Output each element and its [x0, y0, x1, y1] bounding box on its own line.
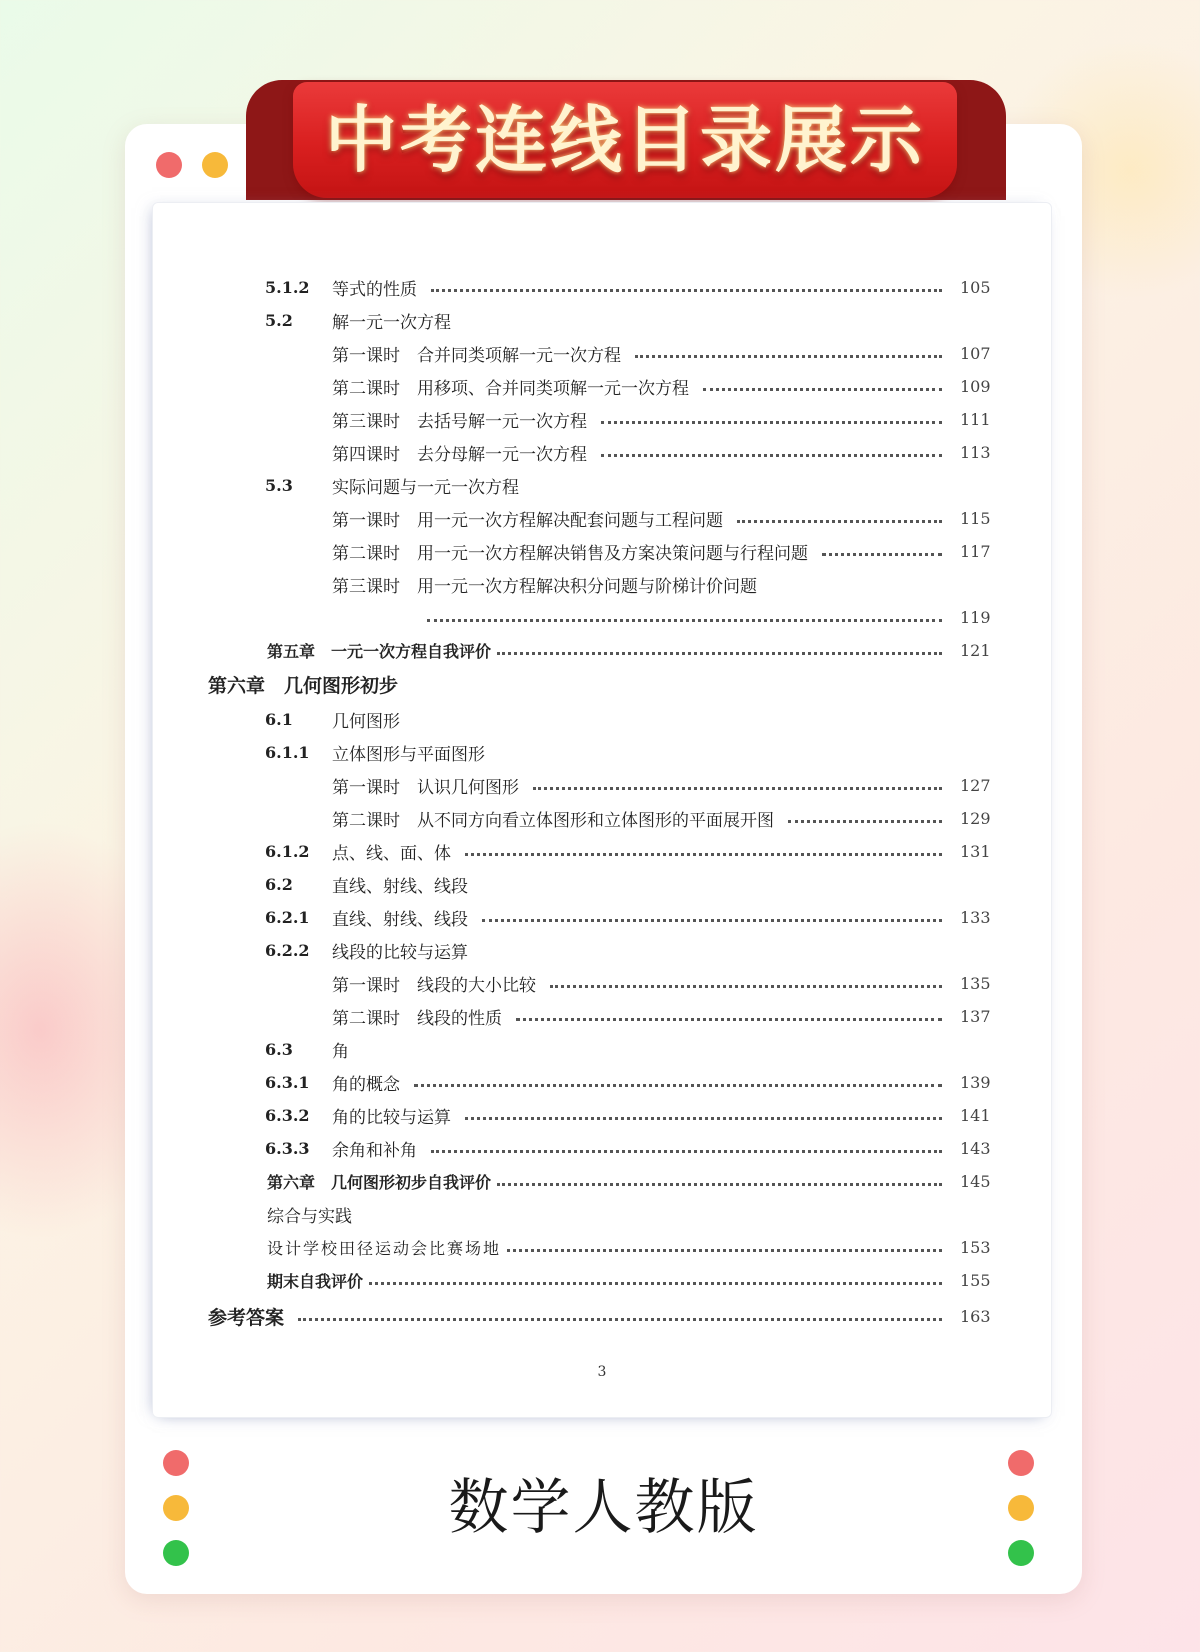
toc-page: 117 [960, 541, 991, 561]
toc-title: 第二课时 线段的性质 [332, 1008, 502, 1029]
toc-number: 6.3 [265, 1039, 293, 1059]
toc-row[interactable] [152, 470, 1052, 500]
chapter-title: 参考答案 [208, 1306, 285, 1329]
toc-page: 107 [960, 343, 991, 363]
toc-page: 135 [960, 973, 991, 993]
toc-title: 第三课时 去括号解一元一次方程 [332, 411, 587, 432]
toc-leader [601, 421, 942, 424]
toc-page: 155 [960, 1270, 991, 1290]
toc-leader [497, 652, 942, 655]
toc-title: 第二课时 用移项、合并同类项解一元一次方程 [332, 378, 689, 399]
toc-row[interactable] [152, 836, 1052, 866]
toc-number: 6.1 [265, 709, 293, 729]
toc-number: 6.2.1 [265, 907, 310, 927]
toc-title: 立体图形与平面图形 [332, 744, 485, 765]
toc-title: 第二课时 从不同方向看立体图形和立体图形的平面展开图 [332, 810, 774, 831]
toc-page: 121 [960, 640, 991, 660]
toc-page: 129 [960, 808, 991, 828]
toc-title: 期末自我评价 [267, 1271, 364, 1291]
toc-row[interactable] [152, 437, 1052, 467]
toc-leader [465, 1117, 942, 1120]
toc-title: 第一课时 线段的大小比较 [332, 975, 536, 996]
toc-row[interactable] [152, 536, 1052, 566]
toc-leader [516, 1018, 942, 1021]
toc-number: 6.2.2 [265, 940, 310, 960]
toc-row[interactable] [152, 869, 1052, 899]
title-banner [293, 82, 957, 198]
toc-page: 113 [960, 442, 991, 462]
toc-page: 145 [960, 1171, 991, 1191]
toc-title: 实际问题与一元一次方程 [332, 477, 519, 498]
toc-number: 6.3.3 [265, 1138, 310, 1158]
toc-leader [737, 520, 942, 523]
toc-page: 141 [960, 1105, 991, 1125]
toc-title: 第四课时 去分母解一元一次方程 [332, 444, 587, 465]
toc-page: 111 [960, 409, 991, 429]
toc-title: 第一课时 用一元一次方程解决配套问题与工程问题 [332, 510, 723, 531]
toc-number: 6.2 [265, 874, 293, 894]
toc-row[interactable] [152, 737, 1052, 767]
toc-row[interactable] [152, 770, 1052, 800]
toc-number: 6.3.2 [265, 1105, 310, 1125]
chapter-title: 第六章 几何图形初步 [208, 674, 399, 697]
toc-title: 几何图形 [332, 711, 400, 732]
toc-row[interactable] [152, 371, 1052, 401]
toc-leader [497, 1183, 942, 1186]
toc-number: 5.2 [265, 310, 293, 330]
toc-title: 等式的性质 [332, 279, 417, 300]
toc-page: 153 [960, 1237, 991, 1257]
toc-row[interactable] [152, 935, 1052, 965]
toc-page: 163 [960, 1306, 991, 1326]
toc-page: 115 [960, 508, 991, 528]
toc-leader [788, 820, 942, 823]
toc-leader [431, 1150, 942, 1153]
toc-title: 直线、射线、线段 [332, 876, 468, 897]
toc-row[interactable] [152, 1133, 1052, 1163]
toc-leader [822, 553, 942, 556]
toc-row[interactable] [152, 704, 1052, 734]
toc-row[interactable] [152, 503, 1052, 533]
toc-row[interactable] [152, 1166, 1052, 1196]
toc-title: 第一课时 合并同类项解一元一次方程 [332, 345, 621, 366]
toc-title: 角的概念 [332, 1074, 400, 1095]
toc-title: 直线、射线、线段 [332, 909, 468, 930]
minimize-dot-icon [202, 152, 228, 178]
toc-leader [507, 1249, 942, 1252]
toc-page: 109 [960, 376, 991, 396]
toc-row[interactable] [152, 569, 1052, 599]
toc-leader [369, 1282, 942, 1285]
toc-page: 143 [960, 1138, 991, 1158]
toc-number: 6.1.1 [265, 742, 310, 762]
toc-row[interactable] [152, 602, 1052, 632]
toc-page: 139 [960, 1072, 991, 1092]
toc-row[interactable] [152, 1301, 1052, 1331]
toc-leader [431, 289, 942, 292]
toc-row[interactable] [152, 1034, 1052, 1064]
bottom-label: 数学人教版 [448, 1473, 759, 1543]
toc-title: 第三课时 用一元一次方程解决积分问题与阶梯计价问题 [332, 576, 757, 597]
toc-row[interactable] [152, 1001, 1052, 1031]
toc-title: 第二课时 用一元一次方程解决销售及方案决策问题与行程问题 [332, 543, 808, 564]
toc-title: 第六章 几何图形初步自我评价 [267, 1172, 492, 1192]
close-dot-icon [156, 152, 182, 178]
toc-page: 133 [960, 907, 991, 927]
toc-leader [298, 1318, 942, 1321]
toc-row[interactable] [152, 635, 1052, 665]
toc-row[interactable] [152, 803, 1052, 833]
toc-number: 5.1.2 [265, 277, 310, 297]
toc-page: 105 [960, 277, 991, 297]
toc-title: 综合与实践 [267, 1206, 352, 1227]
toc-leader [601, 454, 942, 457]
toc-row[interactable] [152, 1265, 1052, 1295]
toc-title: 余角和补角 [332, 1140, 417, 1161]
toc-number: 5.3 [265, 475, 293, 495]
toc-page: 127 [960, 775, 991, 795]
toc-leader [533, 787, 942, 790]
toc-row[interactable] [152, 272, 1052, 302]
toc-leader [482, 919, 942, 922]
toc-row[interactable] [152, 1232, 1052, 1262]
toc-row[interactable] [152, 902, 1052, 932]
toc-leader [550, 985, 942, 988]
toc-leader [635, 355, 942, 358]
toc-row[interactable] [152, 338, 1052, 368]
toc-row[interactable] [152, 669, 1052, 699]
toc-leader [703, 388, 942, 391]
toc-page: 137 [960, 1006, 991, 1026]
toc-row[interactable] [152, 1199, 1052, 1229]
toc-leader [465, 853, 942, 856]
toc-page: 131 [960, 841, 991, 861]
toc-row[interactable] [152, 1067, 1052, 1097]
toc-title: 第一课时 认识几何图形 [332, 777, 519, 798]
toc-leader [427, 619, 942, 622]
toc-leader [414, 1084, 942, 1087]
toc-row[interactable] [152, 968, 1052, 998]
document-page [152, 202, 1052, 1418]
toc-title: 设计学校田径运动会比赛场地 [267, 1238, 502, 1258]
toc-title: 角 [332, 1041, 349, 1062]
page-number: 3 [597, 1364, 607, 1380]
toc-page: 119 [960, 607, 991, 627]
toc-title: 解一元一次方程 [332, 312, 451, 333]
toc-number: 6.1.2 [265, 841, 310, 861]
toc-title: 点、线、面、体 [332, 843, 451, 864]
toc-row[interactable] [152, 404, 1052, 434]
toc-row[interactable] [152, 305, 1052, 335]
toc-title: 线段的比较与运算 [332, 942, 468, 963]
toc-number: 6.3.1 [265, 1072, 310, 1092]
toc-title: 第五章 一元一次方程自我评价 [267, 641, 492, 661]
banner-title: 中考连线目录展示 [324, 98, 925, 182]
toc-row[interactable] [152, 1100, 1052, 1130]
toc-title: 角的比较与运算 [332, 1107, 451, 1128]
